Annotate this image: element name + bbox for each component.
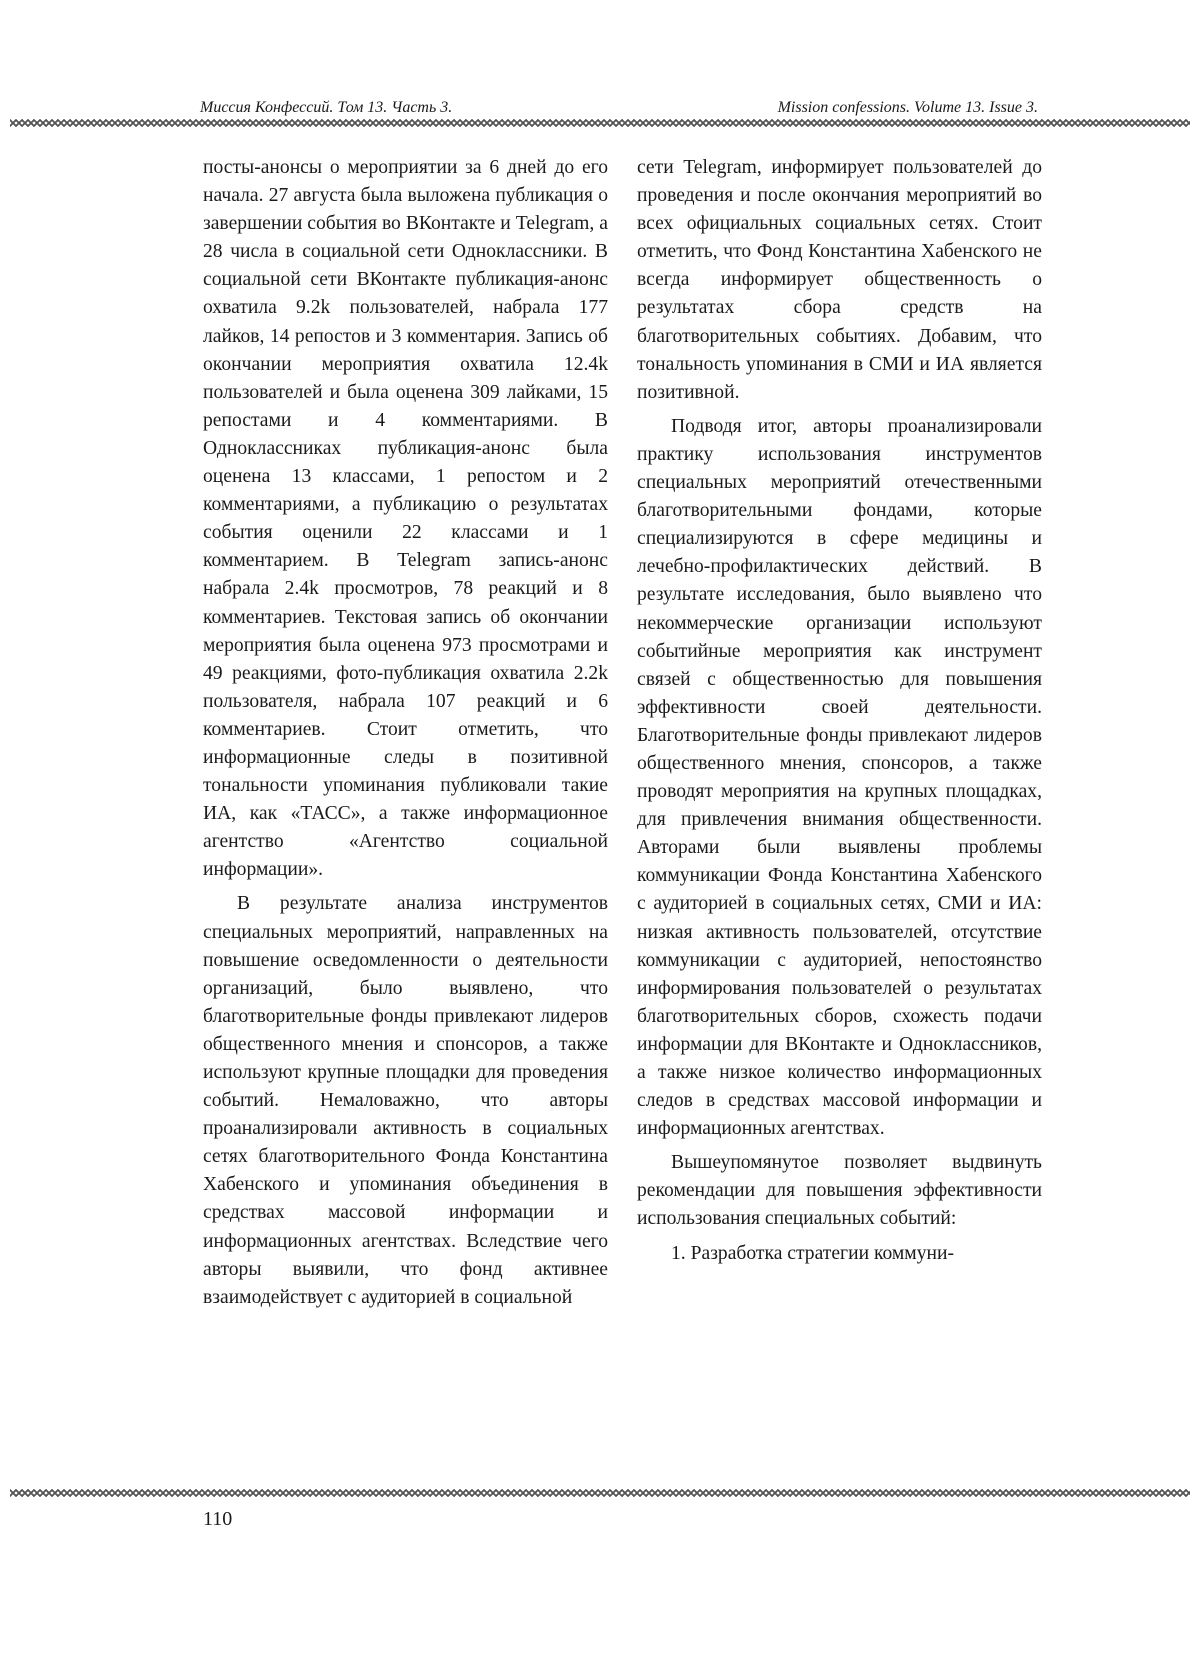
bottom-ornament-divider: [10, 1488, 1190, 1498]
paragraph: Вышеупомянутое позволяет выдвинуть рекомендации для повышения эффективности использования специальных событий:: [637, 1152, 1042, 1230]
list-item: 1. Разработка стратегии коммуни-: [671, 1242, 954, 1264]
journal-title-en: Mission confessions. Volume 13. Issue 3.: [777, 99, 1038, 116]
paragraph: Подводя итог, авторы проанализировали практику использования инструментов специальных мероприятий отечественными благотворительными фондами, которые специализируются в сфере медицины и лечебно-профилактических действий. В результате исследования, было выявлено что некоммерческие организации используют событийные мероприятия как инструмент связей с общественностью для повышения эффективности своей деятельности. Благотворительные фонды привлекают лидеров общественного мнения, спонсоров, а также проводят мероприятия на крупных площадках, для привлечения внимания общественности. Авторами были выявлены проблемы коммуникации Фонда Константина Хабенского с аудиторией в социальных сетях, СМИ и ИА: низкая активность пользователей, отсутствие коммуникации с аудиторией, непостоянство информирования пользователей о результатах благотворительных сборов, схожесть подачи информации для ВКонтакте и Одноклассников, а также низкое количество информационных следов в средствах массовой информации и информационных агентствах.: [637, 415, 1042, 1140]
top-ornament-divider: [10, 118, 1190, 128]
paragraph: сети Telegram, информирует пользователей до проведения и после окончания мероприятий во всех официальных социальных сетях. Стоит отметить, что Фонд Константина Хабенского не всегда информирует общественность о результатах сбора средств на благотворительных событиях. Добавим, что тональность упоминания в СМИ и ИА является позитивной.: [637, 157, 1042, 403]
paragraph: В результате анализа инструментов специальных мероприятий, направленных на повышение осведомленности о деятельности организаций, было выявлено, что благотворительные фонды привлекают лидеров общественного мнения и спонсоров, а также используют крупные площадки для проведения событий. Немаловажно, что авторы проанализировали активность в социальных сетях благотворительного Фонда Константина Хабенского и упоминания объединения в средствах массовой информации и информационных агентствах. Вследствие чего авторы выявили, что фонд активнее взаимодействует с аудиторией в социальной: [203, 893, 608, 1308]
journal-title-ru: Миссия Конфессий. Том 13. Часть 3.: [200, 99, 453, 116]
running-header: [200, 96, 1038, 120]
paragraph: посты-анонсы о мероприятии за 6 дней до его начала. 27 августа была выложена публикация о завершении события во ВКонтакте и Telegram, а 28 числа в социальной сети Одноклассники. В социальной сети ВКонтакте публикация-анонс охватила 9.2k пользователей, набрала 177 лайков, 14 репостов и 3 комментария. Запись об окончании мероприятия охватила 12.4k пользователей и была оценена 309 лайками, 15 репостами и 4 комментариями. В Одноклассниках публикация-анонс была оценена 13 классами, 1 репостом и 2 комментариями, а публикацию о результатах события оценили 22 классами и 1 комментарием. В Telegram запись-анонс набрала 2.4k просмотров, 78 реакций и 8 комментариев. Текстовая запись об окончании мероприятия была оценена 973 просмотрами и 49 реакциями, фото-публикация охватила 2.2k пользователя, набрала 107 реакций и 6 комментариев. Стоит отметить, что информационные следы в позитивной тональности упоминания публиковали такие ИА, как «ТАСС», а также информационное агентство «Агентство социальной информации».: [203, 157, 608, 881]
page-number: 110: [203, 1508, 233, 1530]
right-text-column: [637, 154, 1042, 1268]
left-text-column: [203, 154, 608, 1312]
